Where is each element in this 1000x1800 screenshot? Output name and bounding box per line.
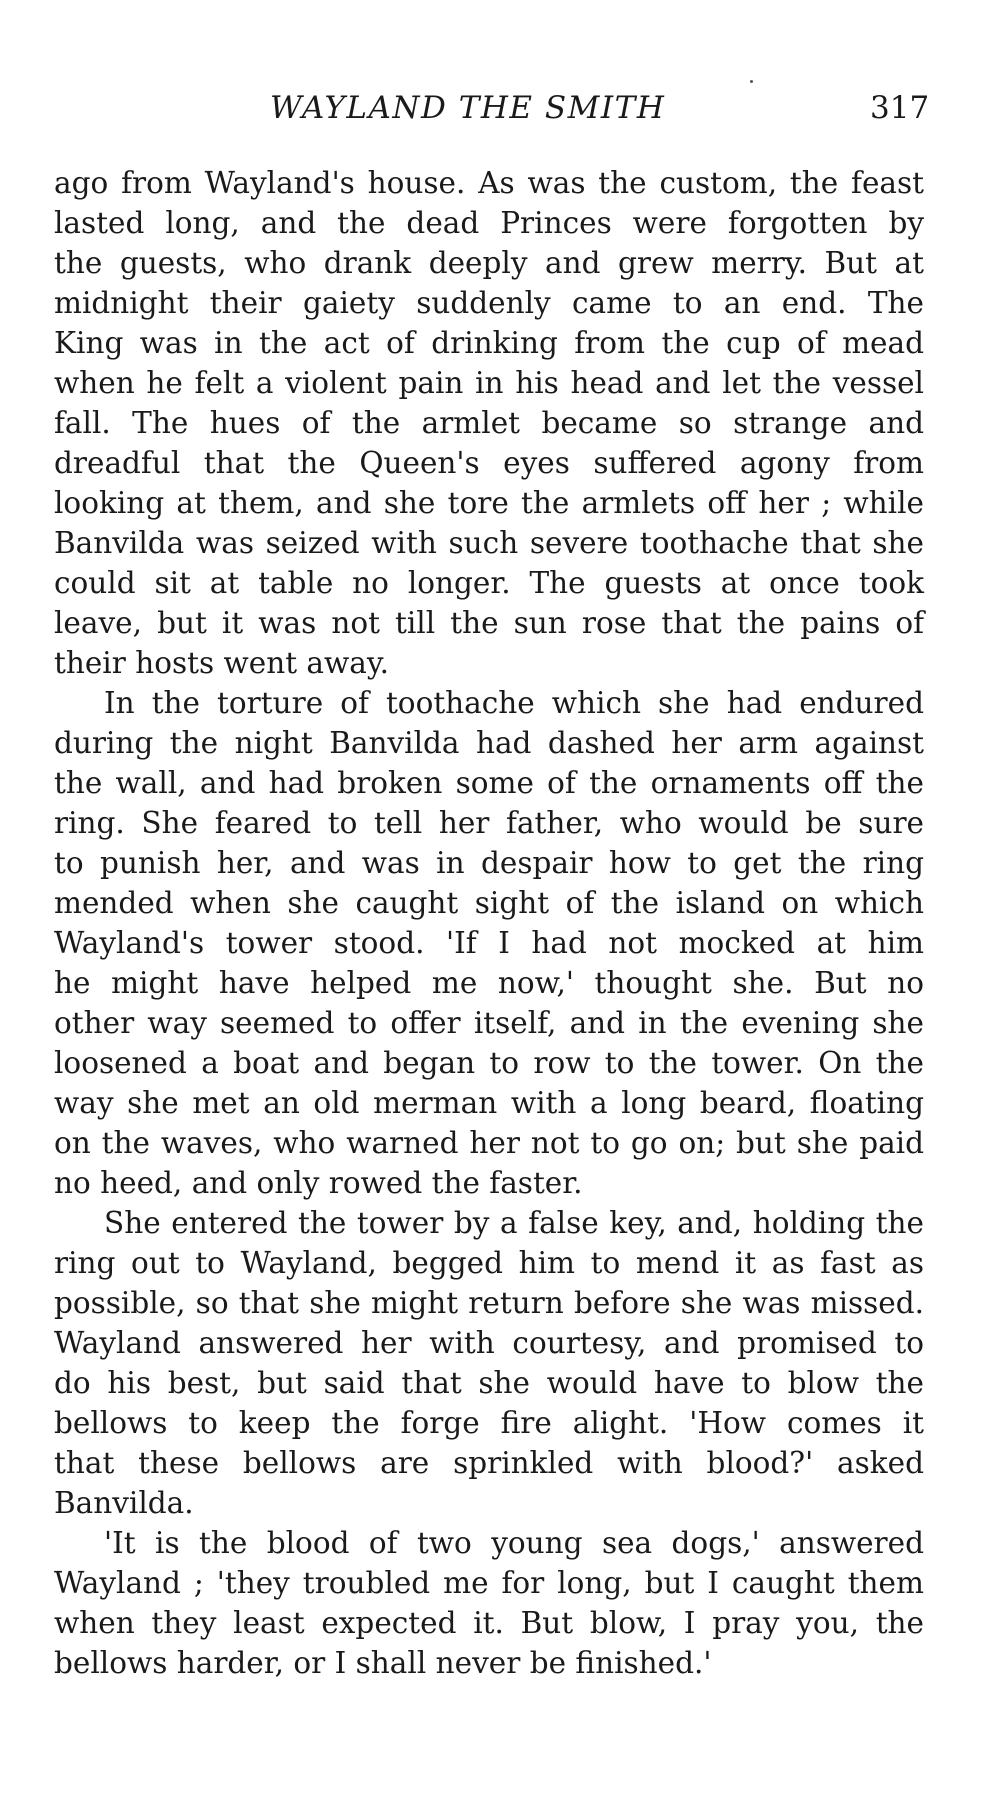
text-line: King was in the act of drinking from the cup of mead	[54, 326, 924, 360]
text-line: midnight their gaiety suddenly came to an end. The	[54, 286, 924, 320]
print-speck	[750, 80, 753, 83]
text-line: do his best, but said that she would have to blow the	[54, 1366, 924, 1400]
text-line: Wayland answered her with courtesy, and promised to	[54, 1326, 924, 1360]
text-line: during the night Banvilda had dashed her arm against	[54, 726, 924, 760]
text-line: the guests, who drank deeply and grew merry. But at	[54, 246, 924, 280]
text-line: other way seemed to offer itself, and in the evening she	[54, 1006, 924, 1040]
page-number: 317	[870, 90, 930, 126]
text-line: Wayland ; 'they troubled me for long, but I caught them	[54, 1566, 924, 1600]
text-line: their hosts went away.	[54, 646, 389, 680]
running-head	[0, 90, 1000, 138]
text-line: bellows harder, or I shall never be finished.'	[54, 1646, 712, 1680]
text-line: when they least expected it. But blow, I pray you, the	[54, 1606, 924, 1640]
body-text	[54, 163, 924, 1683]
text-line: 'It is the blood of two young sea dogs,' answered	[104, 1526, 924, 1560]
running-title: WAYLAND THE SMITH	[270, 90, 666, 126]
text-line: possible, so that she might return before she was missed.	[54, 1286, 924, 1320]
text-line: way she met an old merman with a long beard, floating	[54, 1086, 924, 1120]
text-line: Wayland's tower stood. 'If I had not mocked at him	[54, 926, 924, 960]
text-line: that these bellows are sprinkled with blood?' asked	[54, 1446, 924, 1480]
text-line: the wall, and had broken some of the ornaments off the	[54, 766, 924, 800]
text-line: when he felt a violent pain in his head and let the vessel	[54, 366, 924, 400]
text-line: Banvilda was seized with such severe toothache that she	[54, 526, 924, 560]
text-line: to punish her, and was in despair how to get the ring	[54, 846, 924, 880]
paragraph	[54, 163, 924, 683]
text-line: ring out to Wayland, begged him to mend it as fast as	[54, 1246, 924, 1280]
text-line: looking at them, and she tore the armlets off her ; while	[54, 486, 924, 520]
paragraph	[54, 683, 924, 1203]
text-line: She entered the tower by a false key, and, holding the	[104, 1206, 924, 1240]
text-line: no heed, and only rowed the faster.	[54, 1166, 583, 1200]
text-line: loosened a boat and began to row to the tower. On the	[54, 1046, 924, 1080]
text-line: ago from Wayland's house. As was the custom, the feast	[54, 166, 924, 200]
text-line: ring. She feared to tell her father, who would be sure	[54, 806, 924, 840]
text-line: he might have helped me now,' thought she. But no	[54, 966, 924, 1000]
text-line: could sit at table no longer. The guests at once took	[54, 566, 924, 600]
paragraph	[54, 1203, 924, 1523]
text-line: In the torture of toothache which she had endured	[104, 686, 924, 720]
text-line: mended when she caught sight of the island on which	[54, 886, 924, 920]
text-line: dreadful that the Queen's eyes suffered agony from	[54, 446, 924, 480]
text-line: on the waves, who warned her not to go on; but she paid	[54, 1126, 924, 1160]
text-line: leave, but it was not till the sun rose that the pains of	[54, 606, 924, 640]
paragraph	[54, 1523, 924, 1683]
text-line: lasted long, and the dead Princes were forgotten by	[54, 206, 924, 240]
text-line: bellows to keep the forge fire alight. 'How comes it	[54, 1406, 924, 1440]
text-line: Banvilda.	[54, 1486, 194, 1520]
text-line: fall. The hues of the armlet became so strange and	[54, 406, 924, 440]
